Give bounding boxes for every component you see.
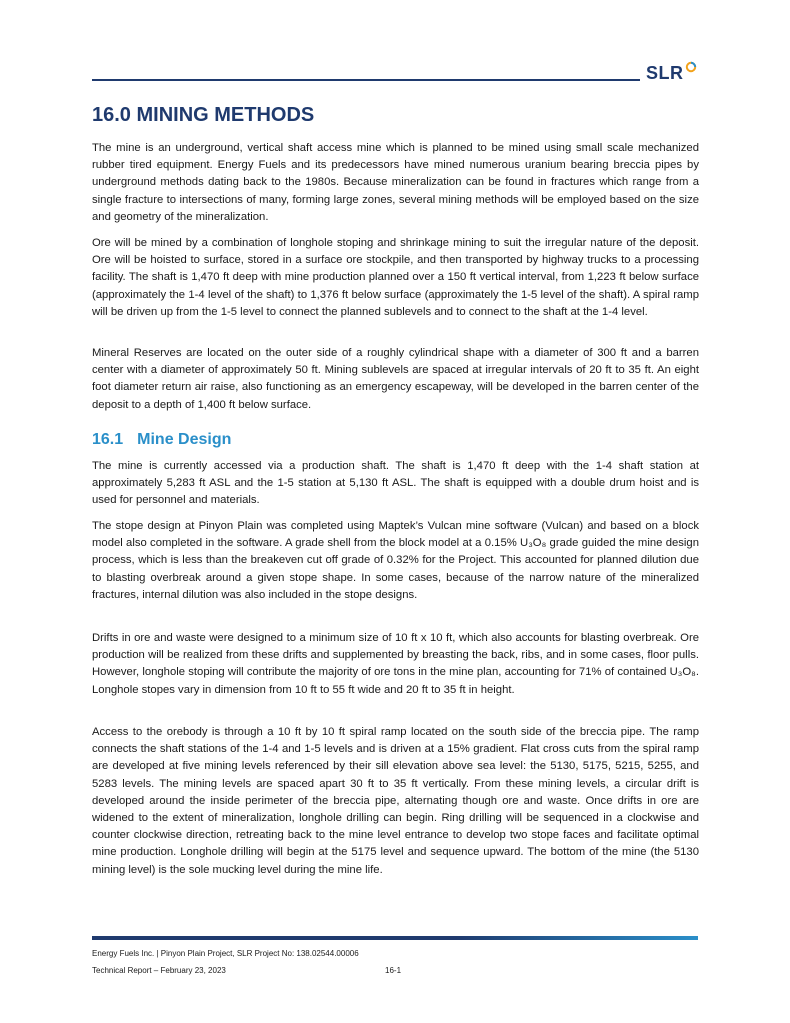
footer-rule bbox=[92, 936, 698, 940]
section-paragraph-1: The mine is an underground, vertical shaft access mine which is planned to be mined using small scale mechanized rubber tired equipment. Energy Fuels and its predecessors have mined numerous uranium bearing breccia pipes by underground methods dating back to the 1980s. Because mineralization can be found in fractures which range from a single fracture to intersections of many, forming large zones, several mining methods will be employed based on the size and geometry of the mineralization. bbox=[92, 142, 699, 223]
slr-logo bbox=[646, 63, 684, 85]
section-paragraph-2: Ore will be mined by a combination of longhole stoping and shrinkage mining to suit the irregular nature of the deposit. Ore will be hoisted to surface, stored in a surface ore stockpile, and then transported by highway trucks to a processing facility. The shaft is 1,470 ft deep with mine production planned over a 150 ft vertical interval, from 1,223 ft below surface (approximately the 1-4 level of the shaft) to 1,376 ft below surface (approximately the 1-5 level of the shaft). A spiral ramp will be driven up from the 1-5 level to connect the planned sublevels and to connect to the shaft at the 1-4 level. bbox=[92, 237, 699, 318]
section-title: 16.0 MINING METHODS bbox=[92, 104, 315, 126]
subsection-title-text: Mine Design bbox=[137, 431, 232, 448]
footer-report-date: Technical Report – February 23, 2023 bbox=[92, 966, 226, 975]
subsection-paragraph-4: Access to the orebody is through a 10 ft by 10 ft spiral ramp located on the south side of the breccia pipe. The ramp connects the shaft stations of the 1-4 and 1-5 levels and is driven at a 15% gradient. Flat cross cuts from the spiral ramp are developed at five mining levels referenced by their sill elevation above sea level: the 5130, 5175, 5215, 5255, and 5283 levels. The mining levels are spaced apart 30 ft to 35 ft vertically. From these mining levels, a circular drift is developed around the inside perimeter of the breccia pipe, alternating though ore and waste. Once drifts in ore are widened to the extent of mineralization, longhole drilling can begin. Ring drilling will be sequenced in a clockwise and counter clockwise direction, retreating back to the mine level entrance to develop two stope faces and facilitate optimal mine production. Longhole drilling will begin at the 5175 level and sequence upward. The bottom of the mine (the 5130 mining level) is the sole mucking level during the mine life. bbox=[92, 726, 699, 876]
subsection-paragraph-1: The mine is currently accessed via a production shaft. The shaft is 1,470 ft deep with the 1-4 shaft station at approximately 5,283 ft ASL and the 1-5 station at 5,130 ft ASL. The shaft is equipped with a double drum hoist and is used for personnel and materials. bbox=[92, 460, 699, 507]
section-paragraph-3: Mineral Reserves are located on the outer side of a roughly cylindrical shape with a diameter of 300 ft and a barren center with a diameter of approximately 50 ft. Mining sublevels are spaced at irregular intervals of 20 ft to 35 ft. An eight foot diameter return air raise, also functioning as an emergency escapeway, will be developed in the barren center of the deposit to a depth of 1,400 ft below surface. bbox=[92, 347, 699, 411]
logo-text: SLR bbox=[646, 63, 684, 83]
subsection-paragraph-2: The stope design at Pinyon Plain was completed using Maptek’s Vulcan mine software (Vulcan) and based on a block model also completed in the software. A grade shell from the block model at a 0.15% U₃O₈ grade guided the mine design process, which is less than the breakeven cut off grade of 0.32% for the Project. This accounted for planned dilution due to blasting overbreak around a given stope shape. In some cases, because of the narrow nature of the mineralized fractures, internal dilution was also included in the stope designs. bbox=[92, 520, 699, 601]
header-rule bbox=[92, 79, 640, 81]
footer-project-info: Energy Fuels Inc. | Pinyon Plain Project, SLR Project No: 138.02544.00006 bbox=[92, 949, 359, 958]
footer-page-number: 16-1 bbox=[385, 966, 402, 975]
subsection-paragraph-3: Drifts in ore and waste were designed to a minimum size of 10 ft x 10 ft, which also accounts for blasting overbreak. Ore production will be realized from these drifts and supplemented by breasting the back, ribs, and in some cases, floor pulls. However, longhole stoping will contribute the majority of ore tons in the mine plan, accounting for 71% of contained U₃O₈. Longhole stopes vary in dimension from 10 ft to 55 ft wide and 20 ft to 35 ft in height. bbox=[92, 632, 699, 696]
subsection-title bbox=[92, 431, 231, 449]
subsection-number: 16.1 bbox=[92, 431, 124, 448]
logo-swirl-icon bbox=[685, 61, 697, 73]
